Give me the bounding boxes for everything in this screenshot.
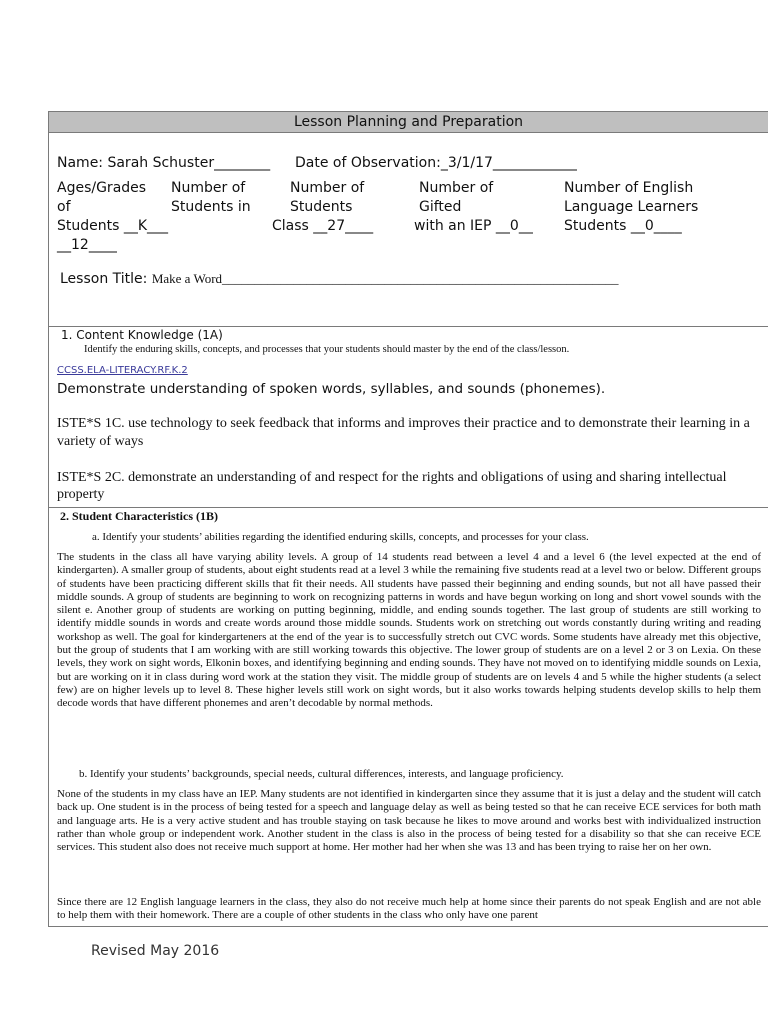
col3-line: Class __27____ (272, 218, 374, 234)
observation-date-field: Date of Observation:_3/1/17____________ (295, 155, 577, 171)
prompt-a: a. Identify your students’ abilities regarding the identified enduring skills, concepts, and processes for your class. (92, 531, 589, 543)
abilities-paragraph: The students in the class all have varying ability levels. A group of 14 students read between a level 4 and a level 6 (the level expected at the end of kindergarten). A smaller group of students, about eight students read at a level 3 while the remaining five students read at a level two or below. Different groups of students have been practicing different skills that fit their needs. All students have passed their beginning and ending sounds, but not all have passed their middle sounds. A group of students are beginning to work on recognizing patterns in words and have begun working on long and short vowel sounds with the silent e. Another group of students are working on putting beginning, middle, and ending sounds together. The last group of students are still working to identify middle sounds in words and create words around those middle sounds. Students work on stretching out words constantly during writing and reading workshop as well. The goal for kindergarteners at the end of the year is to successfully stretch out CVC words. Some students have already met this objective, but the group of students that I am working with are still working towards this objective. The lower group of students are on a level 2 or 3 on Lexia. On these levels, they work on sight words, Elkonin boxes, and identifying beginning and ending sounds. They have not moved on to identifying middle sounds on Lexia, but are working on it in class during word work at the station they visit. The middle group of students are on levels 4 and 5 while the higher students (a select few) are on higher levels up to level 8. These higher levels still work on sight words, but it also works towards helping students develop skills to help them decode words that have different phonemes and aren’t decodable by normal methods. (57, 551, 761, 710)
col3-line: Number of (290, 180, 365, 196)
col1-line: Ages/Grades (57, 180, 147, 196)
col1-line: __12____ (57, 237, 117, 253)
col4-line: Number of (419, 180, 494, 196)
backgrounds-paragraph: None of the students in my class have an IEP. Many students are not identified in kindergarten since they assume that it is just a delay and the student will catch back up. One student is in the process of being tested for a speech and language delay as well as being tested so that he can receive ECE services for both math and language arts. He is a very active student and has trouble staying on task because he likes to move around and works best with individualized instruction rather than whole group or independent work. Another student in the class is also in the process of being tested for a disability so that she can receive ECE services. This student also does not receive much support at home. Her mother had her when she was 13 and has been trying to raise her on her own. (57, 788, 761, 854)
col1-line: Students __K___ (57, 218, 169, 234)
iste-standard-2c: ISTE*S 2C. demonstrate an understanding of and respect for the rights and obligations of using and sharing intellectual property (57, 470, 727, 502)
class-size-column (272, 179, 374, 236)
students-in-column (171, 179, 251, 217)
teacher-info-section (48, 132, 768, 327)
standard-code-link[interactable]: CCSS.ELA-LITERACY.RF.K.2 (57, 365, 188, 376)
col5-line: Language Learners (564, 199, 699, 215)
col1-line: of (57, 199, 71, 215)
standard-description: Demonstrate understanding of spoken words, syllables, and sounds (phonemes). (57, 381, 606, 397)
content-knowledge-section (48, 326, 768, 508)
lesson-title-value: Make a Word (151, 271, 223, 286)
col5-line: Number of English (564, 180, 694, 196)
lesson-title-underline: _____________________________________________________________ (222, 271, 619, 286)
col5-line: Students __0____ (564, 218, 682, 234)
name-field: Name: Sarah Schuster________ (57, 155, 271, 171)
ages-grades-column (57, 179, 168, 255)
content-knowledge-instruction: Identify the enduring skills, concepts, and processes that your students should master by the end of the class/lesson. (84, 344, 570, 355)
iste-standard-1c: ISTE*S 1C. use technology to seek feedback that informs and improves their practice and to demonstrate their learning in a variety of ways (57, 416, 750, 449)
student-characteristics-section (48, 507, 768, 927)
col3-line: Students (290, 199, 353, 215)
col4-line: Gifted (419, 199, 462, 215)
ell-paragraph: Since there are 12 English language learners in the class, they also do not receive much help at home since their parents do not speak English and are not able to help them with their homework. There are a couple of other students in the class who only have one parent (57, 896, 761, 922)
page-title: Lesson Planning and Preparation (293, 114, 524, 130)
ell-column (564, 179, 698, 236)
prompt-b: b. Identify your students’ backgrounds, special needs, cultural differences, interests, and language proficiency. (79, 768, 564, 780)
revision-footer: Revised May 2016 (91, 943, 220, 959)
content-knowledge-heading: 1. Content Knowledge (1A) (61, 328, 223, 342)
col2-line: Students in (171, 199, 251, 215)
gifted-iep-column (414, 179, 533, 236)
lesson-title-row (60, 271, 619, 287)
col2-line: Number of (171, 180, 246, 196)
student-characteristics-heading: 2. Student Characteristics (1B) (60, 509, 218, 523)
section-header (48, 111, 768, 133)
lesson-title-label: Lesson Title: (60, 271, 148, 287)
col4-line: with an IEP __0__ (414, 218, 533, 234)
